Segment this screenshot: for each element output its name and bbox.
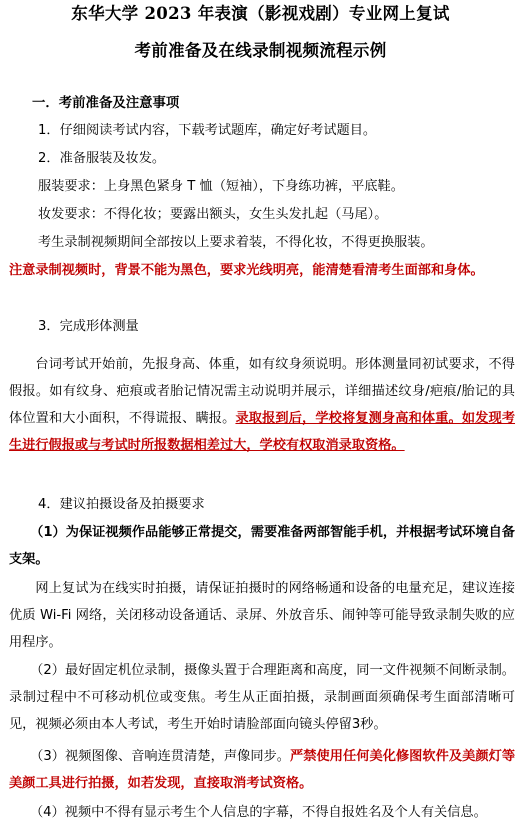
background-warning: 注意录制视频时，背景不能为黑色，要求光线明亮，能清楚看清考生面部和身体。	[9, 263, 484, 278]
requirement-2: （2）最好固定机位录制，摄像头置于合理距离和高度，同一文件视频不间断录制。录制过程中不可移动机位或变焦。考生从正面拍摄，录制画面须确保考生面部清晰可见，视频必须由本人考试，考生开始时请脸部面向镜头停留3秒。	[9, 663, 515, 732]
document-subtitle: 考前准备及在线录制视频流程示例	[134, 41, 387, 60]
measurement-paragraph	[9, 351, 515, 459]
item-2: 2．准备服装及妆发。	[38, 151, 166, 166]
requirement-3-warning: 严禁使用任何美化修图软件及美颜灯等美颜工具进行拍摄，如若发现，直接取消考试资格。	[9, 749, 516, 791]
document-title: 东华大学 2023 年表演（影视戏剧）专业网上复试	[71, 4, 450, 23]
requirement-3-text: （3）视频图像、音响连贯清楚，声像同步。	[30, 749, 291, 764]
measurement-text: 台词考试开始前，先报身高、体重，如有纹身须说明。形体测量同初试要求，不得假报。如有纹身、疤痕或者胎记情况需主动说明并展示，详细描述纹身/疤痕/胎记的具体位置和大小面积，不得谎报、瞒报。	[9, 357, 515, 426]
makeup-requirement: 妆发要求：不得化妆；要露出额头，女生头发扎起（马尾）。	[38, 207, 388, 222]
section-heading: 一．考前准备及注意事项	[32, 96, 180, 111]
requirement-4: （4）视频中不得有显示考生个人信息的字幕，不得自报姓名及个人有关信息。	[30, 805, 487, 820]
network-paragraph: 网上复试为在线实时拍摄，请保证拍摄时的网络畅通和设备的电量充足，建议连接优质 Wi-Fi 网络，关闭移动设备通话、录屏、外放音乐、闹钟等可能导致录制失败的应用程序。	[9, 581, 515, 650]
dress-note: 考生录制视频期间全部按以上要求着装，不得化妆，不得更换服装。	[38, 235, 434, 250]
item-3: 3．完成形体测量	[38, 319, 139, 334]
requirement-3	[9, 743, 515, 797]
requirement-1: （1）为保证视频作品能够正常提交，需要准备两部智能手机，并根据考试环境自备支架。	[9, 525, 515, 567]
item-4: 4．建议拍摄设备及拍摄要求	[38, 497, 205, 512]
clothing-requirement: 服装要求：上身黑色紧身 T 恤（短袖），下身练功裤，平底鞋。	[38, 179, 404, 194]
measurement-warning: 录取报到后，学校将复测身高和体重。如发现考生进行假报或与考试时所报数据相差过大，学校有权取消录取资格。	[9, 411, 516, 453]
item-1: 1．仔细阅读考试内容，下载考试题库，确定好考试题目。	[38, 123, 377, 138]
